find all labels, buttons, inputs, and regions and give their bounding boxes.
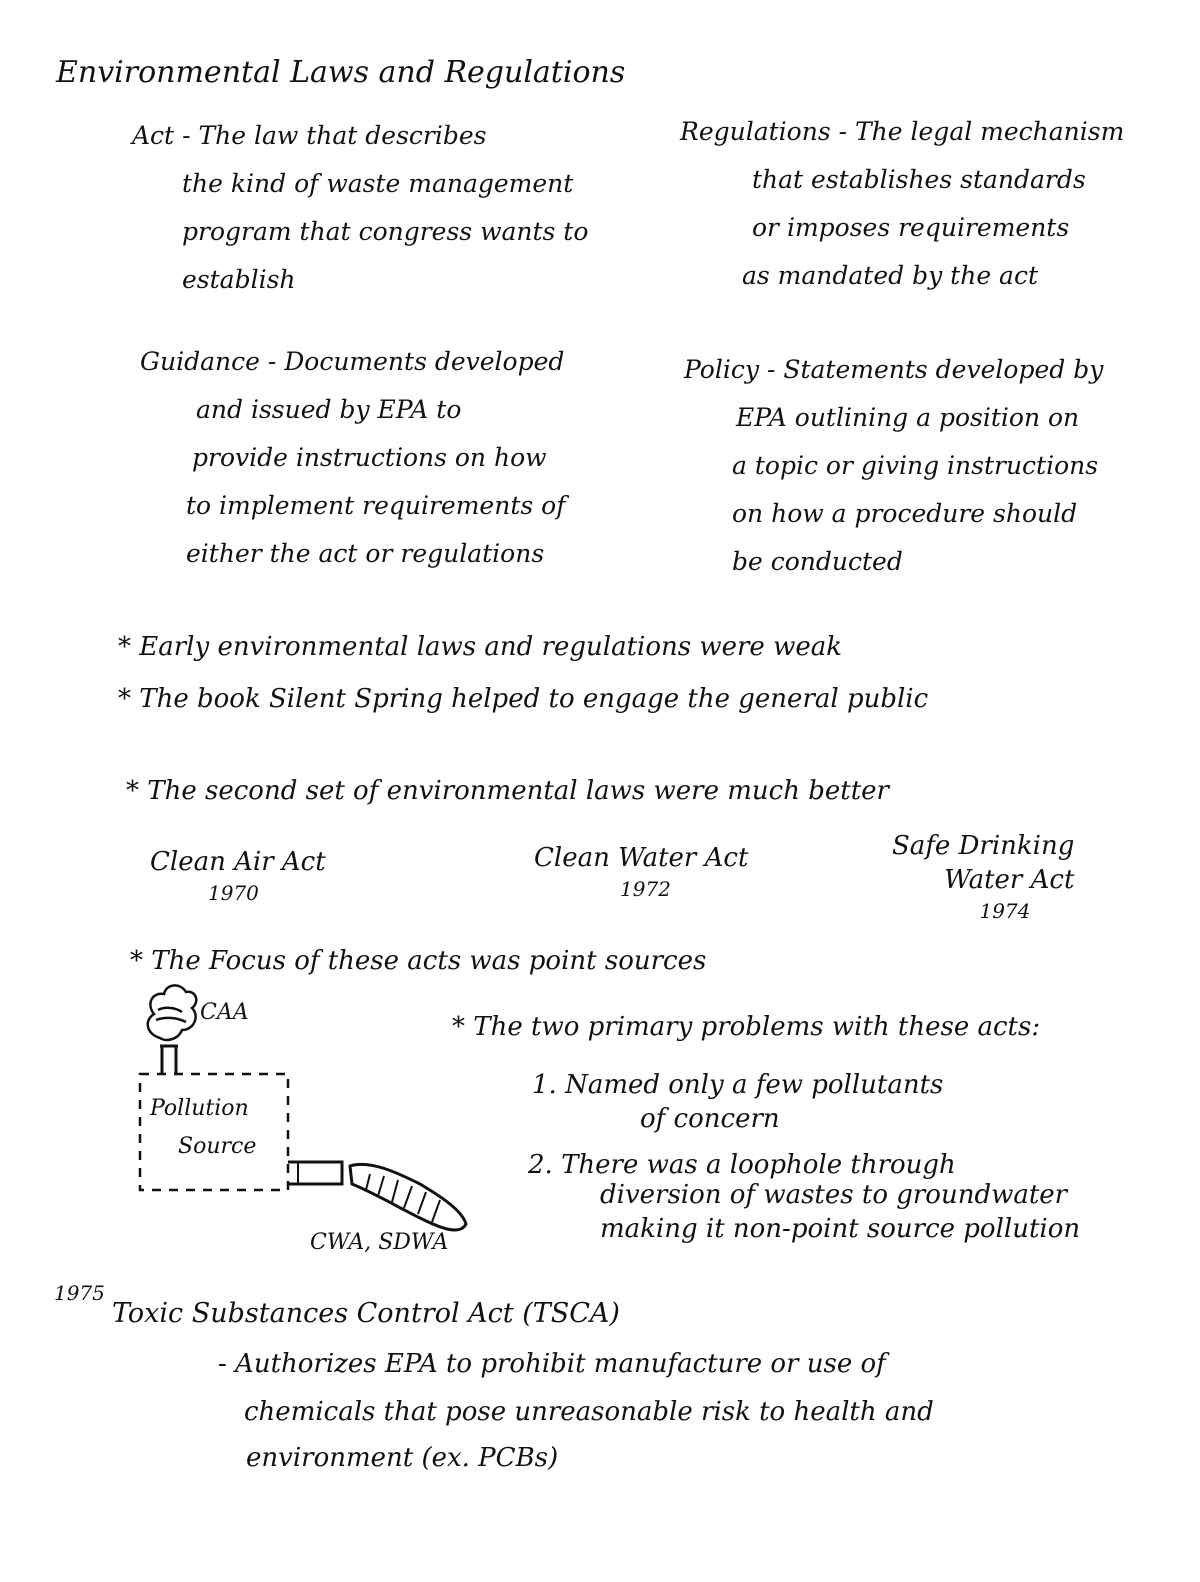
note-early-laws: * Early environmental laws and regulations were weak xyxy=(118,632,842,662)
definition-text: a topic or giving instructions xyxy=(732,451,1099,480)
definition-text: EPA outlining a position on xyxy=(736,403,1080,432)
problem-1-line2: of concern xyxy=(640,1104,780,1134)
note-silent-spring: * The book Silent Spring helped to engage the general public xyxy=(118,684,929,714)
label-source: Source xyxy=(178,1134,257,1159)
pollution-source-box xyxy=(140,1074,288,1190)
problem-2-line3: making it non-point source pollution xyxy=(600,1214,1081,1244)
definition-text: - The law that describes xyxy=(182,121,487,150)
tsca-line1: - Authorizes EPA to prohibit manufacture or use of xyxy=(218,1349,886,1379)
definition-text: and issued by EPA to xyxy=(196,395,462,424)
definition-text: program that congress wants to xyxy=(182,217,589,246)
definition-text: that establishes standards xyxy=(752,165,1086,194)
label-cwa-sdwa: CWA, SDWA xyxy=(310,1230,449,1255)
act-year: 1972 xyxy=(620,876,671,901)
definition-term: Act xyxy=(132,121,175,150)
definition-text: either the act or regulations xyxy=(186,539,545,568)
note-point-sources: * The Focus of these acts was point sources xyxy=(130,946,707,976)
note-second-set: * The second set of environmental laws were much better xyxy=(126,776,889,806)
definition-text: - Documents developed xyxy=(267,347,565,376)
definition-text: establish xyxy=(182,265,296,294)
definition-term: Regulations xyxy=(680,117,831,146)
problem-2-line1: 2. There was a loophole through xyxy=(528,1150,956,1180)
tsca-line2: chemicals that pose unreasonable risk to health and xyxy=(244,1397,934,1427)
smokestack-icon xyxy=(160,1046,178,1074)
label-caa: CAA xyxy=(200,1000,249,1025)
note-problems-intro: * The two primary problems with these acts: xyxy=(452,1012,1041,1042)
definition-text: to implement requirements of xyxy=(186,491,566,520)
definition-text: as mandated by the act xyxy=(742,261,1039,290)
tsca-year: 1975 xyxy=(54,1281,105,1305)
page-title: Environmental Laws and Regulations xyxy=(56,55,626,90)
definition-text: on how a procedure should xyxy=(732,499,1078,528)
label-pollution: Pollution xyxy=(150,1096,249,1121)
problem-1-line1: 1. Named only a few pollutants xyxy=(532,1070,944,1100)
definition-text: provide instructions on how xyxy=(192,443,547,472)
discharge-pipe-icon xyxy=(288,1162,342,1184)
definition-text: the kind of waste management xyxy=(182,169,574,198)
act-name: Clean Air Act xyxy=(150,847,326,877)
definition-term: Guidance xyxy=(140,347,260,376)
definition-term: Policy xyxy=(684,355,759,384)
act-year: 1970 xyxy=(208,880,259,905)
definition-text: be conducted xyxy=(732,547,903,576)
definition-text: or imposes requirements xyxy=(752,213,1070,242)
definition-text: - The legal mechanism xyxy=(838,117,1125,146)
problem-2-line2: diversion of wastes to groundwater xyxy=(600,1180,1068,1210)
smoke-cloud-icon xyxy=(148,985,197,1040)
tsca-line3: environment (ex. PCBs) xyxy=(246,1443,559,1473)
act-name: Clean Water Act xyxy=(534,843,749,873)
act-name: Safe Drinking xyxy=(892,831,1075,861)
act-name: Water Act xyxy=(944,864,1075,895)
definition-text: - Statements developed by xyxy=(766,355,1104,384)
act-year: 1974 xyxy=(979,898,1031,923)
tsca-title: Toxic Substances Control Act (TSCA) xyxy=(112,1298,620,1329)
